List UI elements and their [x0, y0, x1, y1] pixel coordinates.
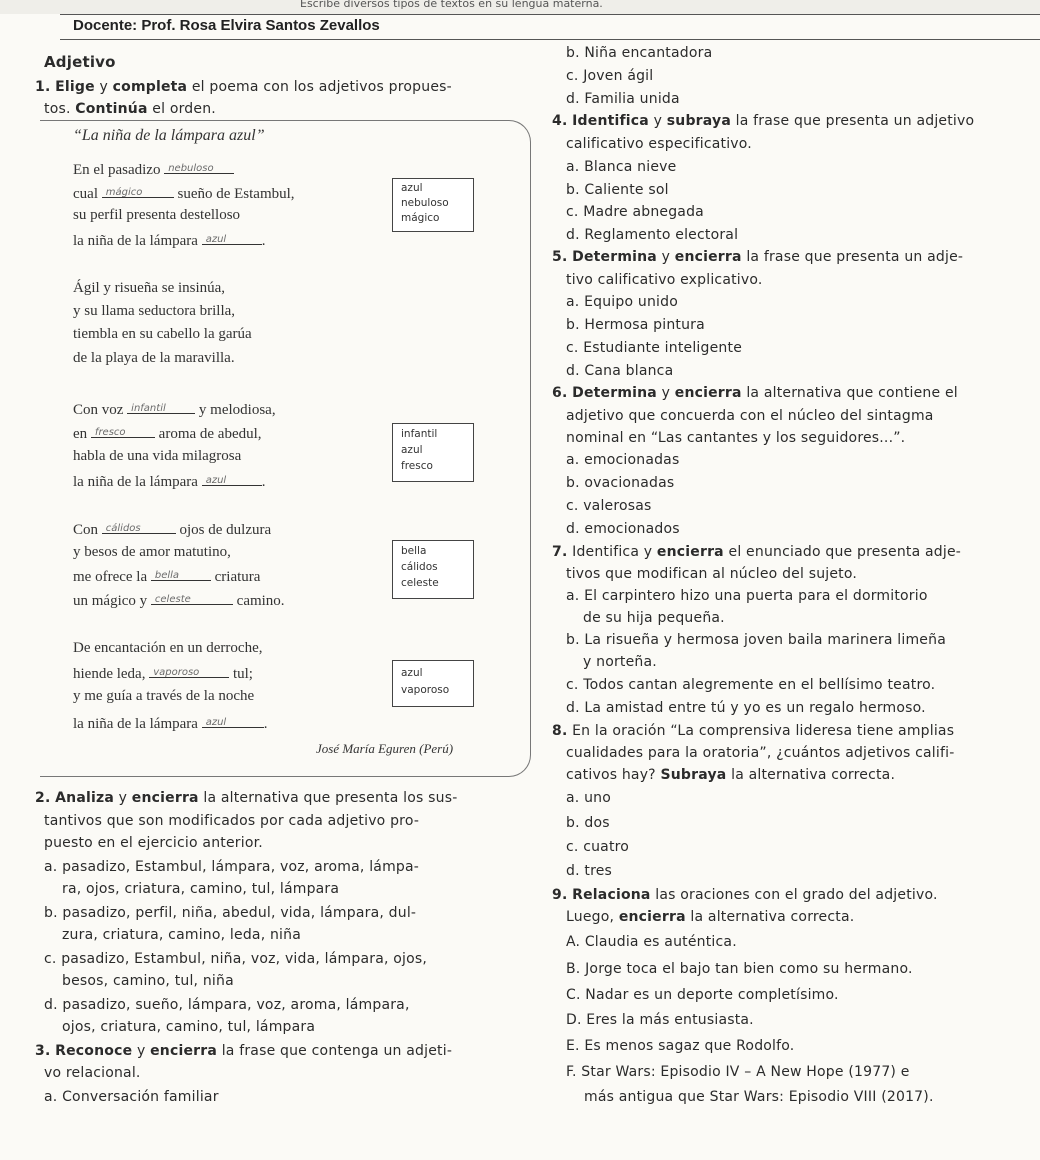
poem-line: y besos de amor matutino, — [73, 544, 231, 560]
poem-line: la niña de la lámpara azul . — [73, 716, 268, 732]
worksheet-competency: Escribe diversos tipos de textos en su lengua materna. — [300, 0, 603, 10]
answer-blank[interactable]: azul — [202, 714, 264, 728]
q2-option-d[interactable]: d. pasadizo, sueño, lámpara, voz, aroma, lámpara, — [44, 997, 410, 1013]
poem-line: hiende leda, vaporoso tul; — [73, 666, 253, 682]
q4-option-c[interactable]: c. Madre abnegada — [566, 204, 704, 220]
q3-instruction-line2: vo relacional. — [44, 1065, 141, 1081]
q6-instruction-line3: nominal en “Las cantantes y los seguidores...”. — [566, 430, 906, 446]
poem-title: “La niña de la lámpara azul” — [73, 127, 265, 144]
poem-line: tiembla en su cabello la garúa — [73, 326, 252, 342]
q8-option-d[interactable]: d. tres — [566, 863, 613, 879]
q4-instruction-line1: 4. Identifica y subraya la frase que presenta un adjetivo — [552, 113, 975, 129]
poem-line: la niña de la lámpara azul . — [73, 474, 266, 490]
poem-line: y su llama seductora brilla, — [73, 303, 236, 319]
q6-instruction-line2: adjetivo que concuerda con el núcleo del sintagma — [566, 408, 934, 424]
word-bank-box: bella cálidos celeste — [392, 540, 474, 599]
q5-instruction-line1: 5. Determina y encierra la frase que presenta un adje- — [552, 249, 964, 265]
q2-instruction-line3: puesto en el ejercicio anterior. — [44, 835, 263, 851]
q5-option-b[interactable]: b. Hermosa pintura — [566, 317, 705, 333]
q6-option-a[interactable]: a. emocionadas — [566, 452, 680, 468]
answer-blank[interactable]: nebuloso — [164, 160, 234, 174]
q8-instruction-line3: cativos hay? Subraya la alternativa correcta. — [566, 767, 896, 783]
q3-option-b[interactable]: b. Niña encantadora — [566, 45, 713, 61]
poem-line: me ofrece la bella criatura — [73, 569, 261, 585]
q2-option-d-cont: ojos, criatura, camino, tul, lámpara — [62, 1019, 316, 1035]
section-title: Adjetivo — [44, 53, 116, 71]
poem-line: y me guía a través de la noche — [73, 688, 255, 704]
q1-instruction-line2: tos. Continúa el orden. — [44, 101, 216, 117]
q2-instruction-line1: 2. Analiza y encierra la alternativa que presenta los sus- — [35, 790, 458, 806]
q3-option-c[interactable]: c. Joven ágil — [566, 68, 654, 84]
answer-blank[interactable]: celeste — [151, 591, 233, 605]
answer-blank[interactable]: infantil — [127, 400, 195, 414]
q2-option-b[interactable]: b. pasadizo, perfil, niña, abedul, vida, lámpara, dul- — [44, 905, 417, 921]
q3-instruction-line1: 3. Reconoce y encierra la frase que contenga un adjeti- — [35, 1043, 453, 1059]
answer-blank[interactable]: vaporoso — [149, 664, 229, 678]
q8-option-c[interactable]: c. cuatro — [566, 839, 630, 855]
q2-option-c[interactable]: c. pasadizo, Estambul, niña, voz, vida, lámpara, ojos, — [44, 951, 428, 967]
q4-option-b[interactable]: b. Caliente sol — [566, 182, 669, 198]
q6-option-d[interactable]: d. emocionados — [566, 521, 680, 537]
q9-sentence-D: D. Eres la más entusiasta. — [566, 1012, 754, 1028]
q7-option-a-cont: de su hija pequeña. — [583, 610, 725, 626]
answer-blank[interactable]: mágico — [102, 184, 174, 198]
q3-option-d[interactable]: d. Familia unida — [566, 91, 680, 107]
q8-option-a[interactable]: a. uno — [566, 790, 611, 806]
q7-option-b-cont: y norteña. — [583, 654, 657, 670]
q9-sentence-F-cont: más antigua que Star Wars: Episodio VIII (2017). — [584, 1089, 934, 1105]
q9-instruction-line2: Luego, encierra la alternativa correcta. — [566, 909, 855, 925]
poem-line: Con cálidos ojos de dulzura — [73, 522, 272, 538]
poem-line: Con voz infantil y melodiosa, — [73, 402, 276, 418]
q7-option-a[interactable]: a. El carpintero hizo una puerta para el dormitorio — [566, 588, 928, 604]
poem-line: un mágico y celeste camino. — [73, 593, 285, 609]
poem-line: habla de una vida milagrosa — [73, 448, 242, 464]
q7-instruction-line2: tivos que modifican al núcleo del sujeto. — [566, 566, 858, 582]
answer-blank[interactable]: bella — [151, 567, 211, 581]
q2-option-a[interactable]: a. pasadizo, Estambul, lámpara, voz, aroma, lámpa- — [44, 859, 420, 875]
answer-blank[interactable]: cálidos — [102, 520, 176, 534]
q4-option-d[interactable]: d. Reglamento electoral — [566, 227, 739, 243]
q7-option-c[interactable]: c. Todos cantan alegremente en el bellísimo teatro. — [566, 677, 936, 693]
poem-line: en fresco aroma de abedul, — [73, 426, 262, 442]
q2-instruction-line2: tantivos que son modificados por cada adjetivo pro- — [44, 813, 420, 829]
q9-sentence-C: C. Nadar es un deporte completísimo. — [566, 987, 839, 1003]
poem-line: Ágil y risueña se insinúa, — [73, 280, 226, 296]
q9-sentence-E: E. Es menos sagaz que Rodolfo. — [566, 1038, 795, 1054]
q5-option-c[interactable]: c. Estudiante inteligente — [566, 340, 743, 356]
poem-line: de la playa de la maravilla. — [73, 350, 235, 366]
poem-line: cual mágico sueño de Estambul, — [73, 186, 295, 202]
docente-name: Docente: Prof. Rosa Elvira Santos Zevallos — [73, 17, 380, 34]
q9-sentence-A: A. Claudia es auténtica. — [566, 934, 737, 950]
word-bank-box: azul nebuloso mágico — [392, 178, 474, 232]
q8-option-b[interactable]: b. dos — [566, 815, 610, 831]
q5-instruction-line2: tivo calificativo explicativo. — [566, 272, 763, 288]
q1-instruction-line1: 1. Elige y completa el poema con los adjetivos propues- — [35, 79, 452, 95]
q4-option-a[interactable]: a. Blanca nieve — [566, 159, 677, 175]
q4-instruction-line2: calificativo especificativo. — [566, 136, 752, 152]
q6-option-c[interactable]: c. valerosas — [566, 498, 652, 514]
answer-blank[interactable]: azul — [202, 472, 262, 486]
poem-line: su perfil presenta destelloso — [73, 207, 241, 223]
q6-option-b[interactable]: b. ovacionadas — [566, 475, 675, 491]
answer-blank[interactable]: fresco — [91, 424, 155, 438]
q7-option-b[interactable]: b. La risueña y hermosa joven baila marinera limeña — [566, 632, 946, 648]
q3-option-a[interactable]: a. Conversación familiar — [44, 1089, 219, 1105]
poem-line: la niña de la lámpara azul . — [73, 233, 266, 249]
q9-sentence-B: B. Jorge toca el bajo tan bien como su hermano. — [566, 961, 913, 977]
q5-option-a[interactable]: a. Equipo unido — [566, 294, 678, 310]
q2-option-c-cont: besos, camino, tul, niña — [62, 973, 234, 989]
poem-line: En el pasadizo nebuloso — [73, 160, 234, 179]
q2-option-a-cont: ra, ojos, criatura, camino, tul, lámpara — [62, 881, 340, 897]
q9-sentence-F: F. Star Wars: Episodio IV – A New Hope (1977) e — [566, 1064, 910, 1080]
q8-instruction-line1: 8. En la oración “La comprensiva lideresa tiene amplias — [552, 723, 955, 739]
q2-option-b-cont: zura, criatura, camino, leda, niña — [62, 927, 302, 943]
q6-instruction-line1: 6. Determina y encierra la alternativa que contiene el — [552, 385, 958, 401]
q8-instruction-line2: cualidades para la oratoria”, ¿cuántos adjetivos califi- — [566, 745, 955, 761]
q7-instruction-line1: 7. Identifica y encierra el enunciado que presenta adje- — [552, 544, 962, 560]
word-bank-box: azul vaporoso — [392, 660, 474, 707]
poem-line: De encantación en un derroche, — [73, 640, 263, 656]
q9-instruction-line1: 9. Relaciona las oraciones con el grado del adjetivo. — [552, 887, 938, 903]
word-bank-box: infantil azul fresco — [392, 423, 474, 482]
answer-blank[interactable]: azul — [202, 231, 262, 245]
poem-author: José María Eguren (Perú) — [316, 741, 454, 756]
q5-option-d[interactable]: d. Cana blanca — [566, 363, 674, 379]
q7-option-d[interactable]: d. La amistad entre tú y yo es un regalo hermoso. — [566, 700, 926, 716]
